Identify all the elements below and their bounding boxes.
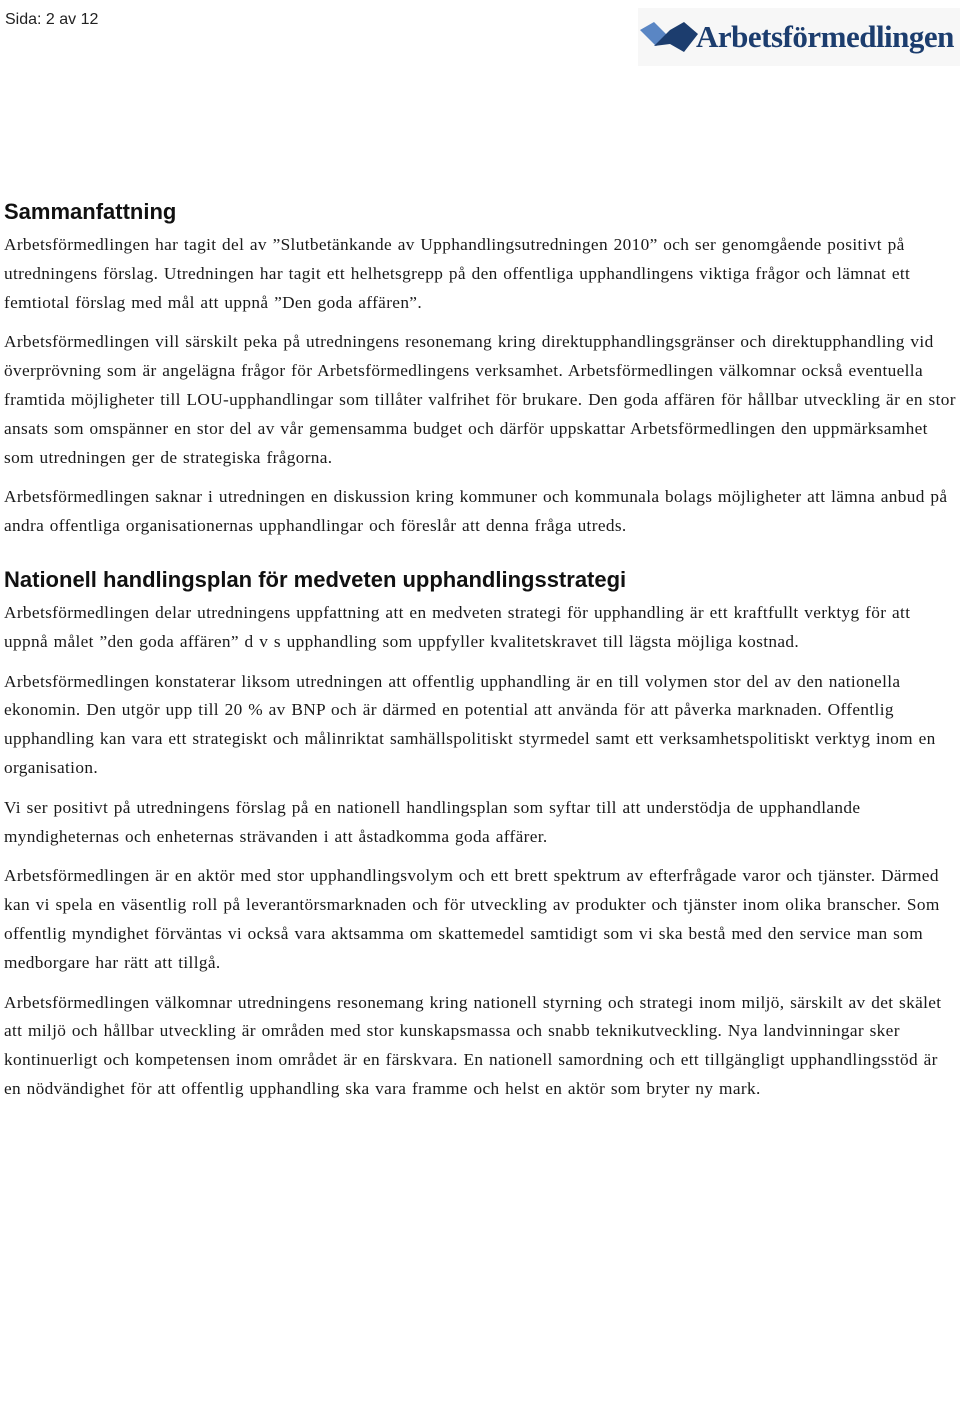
paragraph: Arbetsförmedlingen har tagit del av ”Slutbetänkande av Upphandlingsutredningen 2010” och ser genomgående positivt på utredningens förslag. Utredningen har tagit ett helhetsgrepp på den offentliga upphandlingens viktiga frågor och lämnat ett femtiotal förslag med mål att uppnå ”Den goda affären”.	[4, 235, 911, 312]
section-heading-nationell-handlingsplan: Nationell handlingsplan för medveten upphandlingsstrategi	[4, 566, 627, 592]
paragraph: Arbetsförmedlingen är en aktör med stor upphandlingsvolym och ett brett spektrum av efterfrågade varor och tjänster. Därmed kan vi spela en väsentlig roll på leverantörsmarknaden och för utveckling av produkter och tjänster inom olika branscher. Som offentlig myndighet förväntas vi också vara aktsamma om skattemedel samtidigt som vi ska bestå med den service man som medborgare har rätt att tillgå.	[4, 866, 940, 972]
paragraph: Arbetsförmedlingen vill särskilt peka på utredningens resonemang kring direktupphandlingsgränser och direktupphandling vid överprövning som är angelägna frågor för Arbetsförmedlingens verksamhet. Arbetsförmedlingen välkomnar också eventuella framtida möjligheter till LOU-upphandlingar som tillåter valfrihet för brukare. Den goda affären för hållbar utveckling är en stor ansats som omspänner en stor del av vår gemensamma budget och därför uppskattar Arbetsförmedlingen den uppmärksamhet som utredningen ger de strategiska frågorna.	[4, 332, 956, 467]
paragraph: Vi ser positivt på utredningens förslag på en nationell handlingsplan som syftar till att understödja de upphandlande myndigheternas och enheternas strävanden i att åstadkomma goda affärer.	[4, 797, 861, 846]
paragraph: Arbetsförmedlingen välkomnar utredningens resonemang kring nationell styrning och strategi inom miljö, särskilt av det skälet att miljö och hållbar utveckling är områden med stor kunskapsmassa och snabb teknikutveckling. Nya landvinningar sker kontinuerligt och kompetensen inom området är en färskvara. En nationell samordning och ett tillgängligt upphandlingsstöd är en nödvändighet för att offentlig upphandling ska vara framme och helst en aktör som bryter ny mark.	[4, 992, 942, 1098]
logo-text: Arbetsförmedlingen	[696, 19, 954, 54]
section-heading-sammanfattning: Sammanfattning	[4, 199, 177, 224]
paragraph: Arbetsförmedlingen delar utredningens uppfattning att en medveten strategi för upphandling är ett kraftfullt verktyg för att uppnå målet ”den goda affären” d v s upphandling som uppfyller kvalitetskravet till lägsta möjliga kostnad.	[4, 602, 911, 651]
paragraph: Arbetsförmedlingen saknar i utredningen en diskussion kring kommuner och kommunala bolags möjligheter att lämna anbud på andra offentliga organisationernas upphandlingar och föreslår att denna fråga utreds.	[4, 487, 948, 536]
paragraph: Arbetsförmedlingen konstaterar liksom utredningen att offentlig upphandling är en till volymen stor del av den nationella ekonomin. Den utgör upp till 20 % av BNP och är därmed en potential att använda för att påverka marknaden. Offentlig upphandling kan vara ett strategiskt och målinriktat samhällspolitiskt styrmedel samt ett verksamhetspolitiskt verktyg inom en organisation.	[4, 671, 936, 777]
document-body	[4, 197, 956, 1104]
page-number: Sida: 2 av 12	[5, 11, 99, 28]
logo-mark-icon	[640, 20, 698, 54]
logo	[638, 8, 960, 66]
